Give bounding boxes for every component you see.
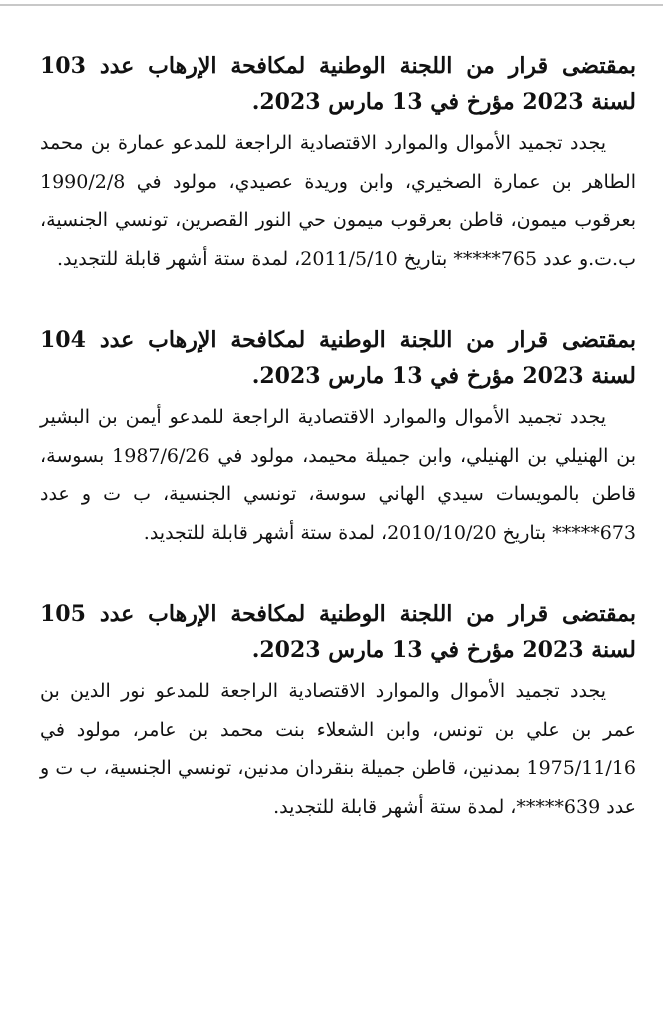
decree-section-105 [40, 596, 636, 826]
decree-heading: بمقتضى قرار من اللجنة الوطنية لمكافحة الإرهاب عدد 105 لسنة 2023 مؤرخ في 13 مارس 2023. [40, 601, 636, 663]
decree-section-103 [40, 48, 636, 278]
decree-body: يجدد تجميد الأموال والموارد الاقتصادية الراجعة للمدعو نور الدين بن عمر بن علي بن تونس، وابن الشعلاء بنت محمد بن عامر، مولود في 1975/11/16 بمدنين، قاطن جميلة بنقردان مدنين، تونسي الجنسية، ب ت و عدد 639*****، لمدة ستة أشهر قابلة للتجديد. [40, 680, 636, 818]
top-divider [0, 4, 663, 6]
document-page [40, 48, 636, 826]
decree-body: يجدد تجميد الأموال والموارد الاقتصادية الراجعة للمدعو عمارة بن محمد الطاهر بن عمارة الصخيري، وابن وريدة عصيدي، مولود في 1990/2/8 بعرقوب ميمون، قاطن بعرقوب ميمون حي النور القصرين، تونسي الجنسية، ب.ت.و عدد 765***** بتاريخ 2011/5/10، لمدة ستة أشهر قابلة للتجديد. [40, 132, 636, 270]
decree-body: يجدد تجميد الأموال والموارد الاقتصادية الراجعة للمدعو أيمن بن البشير بن الهنيلي بن الهنيلي، وابن جميلة محيمد، مولود في 1987/6/26 بسوسة، قاطن بالمويسات سيدي الهاني سوسة، تونسي الجنسية، ب ت و عدد 673***** بتاريخ 2010/10/20، لمدة ستة أشهر قابلة للتجديد. [40, 406, 636, 544]
decree-section-104 [40, 322, 636, 552]
decree-heading: بمقتضى قرار من اللجنة الوطنية لمكافحة الإرهاب عدد 103 لسنة 2023 مؤرخ في 13 مارس 2023. [40, 53, 636, 115]
decree-heading: بمقتضى قرار من اللجنة الوطنية لمكافحة الإرهاب عدد 104 لسنة 2023 مؤرخ في 13 مارس 2023. [40, 327, 636, 389]
